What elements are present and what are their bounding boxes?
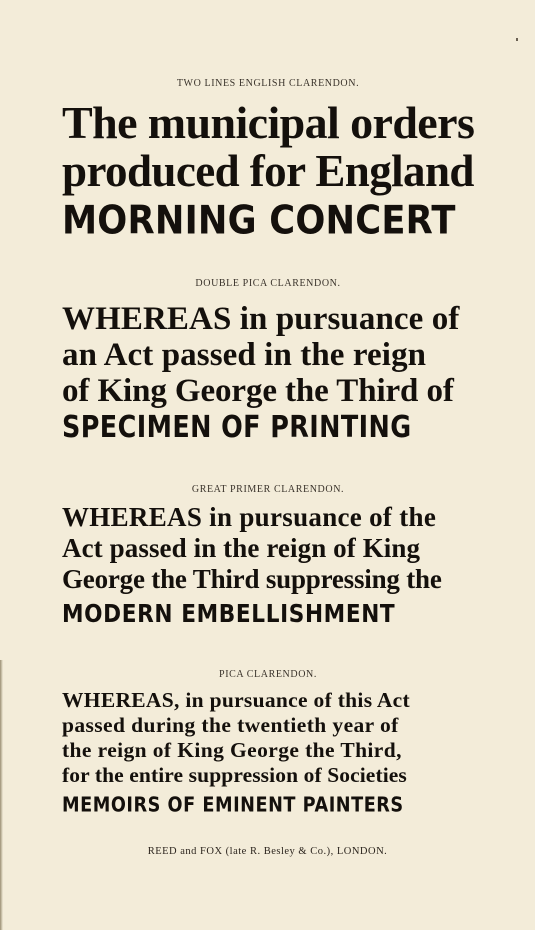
specimen-line: produced for England	[62, 145, 474, 196]
page-mark	[516, 38, 518, 41]
section-heading-great-primer: GREAT PRIMER CLARENDON.	[191, 484, 345, 495]
specimen-line: WHEREAS in pursuance of	[62, 301, 460, 337]
specimen-caps-line: SPECIMEN OF PRINTING	[62, 410, 412, 445]
section-heading-pica: PICA CLARENDON.	[219, 669, 317, 680]
specimen-caps-line: MODERN EMBELLISHMENT	[62, 599, 396, 628]
specimen-line: an Act passed in the reign	[62, 337, 427, 373]
printer-imprint: REED and FOX (late R. Besley & Co.), LONDON.	[147, 846, 388, 857]
specimen-line: Act passed in the reign of King	[62, 533, 421, 563]
specimen-line: WHEREAS in pursuance of the	[62, 502, 437, 532]
section-heading-double-pica: DOUBLE PICA CLARENDON.	[195, 278, 341, 289]
specimen-caps-line: MORNING CONCERT	[62, 199, 456, 244]
page-edge-shadow	[0, 660, 3, 930]
specimen-line: for the entire suppression of Societies	[62, 763, 407, 787]
specimen-line: George the Third suppressing the	[62, 564, 442, 594]
section-heading-two-lines-english: TWO LINES ENGLISH CLARENDON.	[176, 78, 360, 89]
specimen-line: passed during the twentieth year of	[62, 713, 399, 737]
specimen-line: The municipal orders	[62, 97, 475, 148]
specimen-line: of King George the Third of	[62, 373, 454, 409]
specimen-line: the reign of King George the Third,	[62, 738, 402, 762]
specimen-caps-line: MEMOIRS OF EMINENT PAINTERS	[62, 793, 404, 818]
specimen-line: WHEREAS, in pursuance of this Act	[62, 688, 410, 712]
